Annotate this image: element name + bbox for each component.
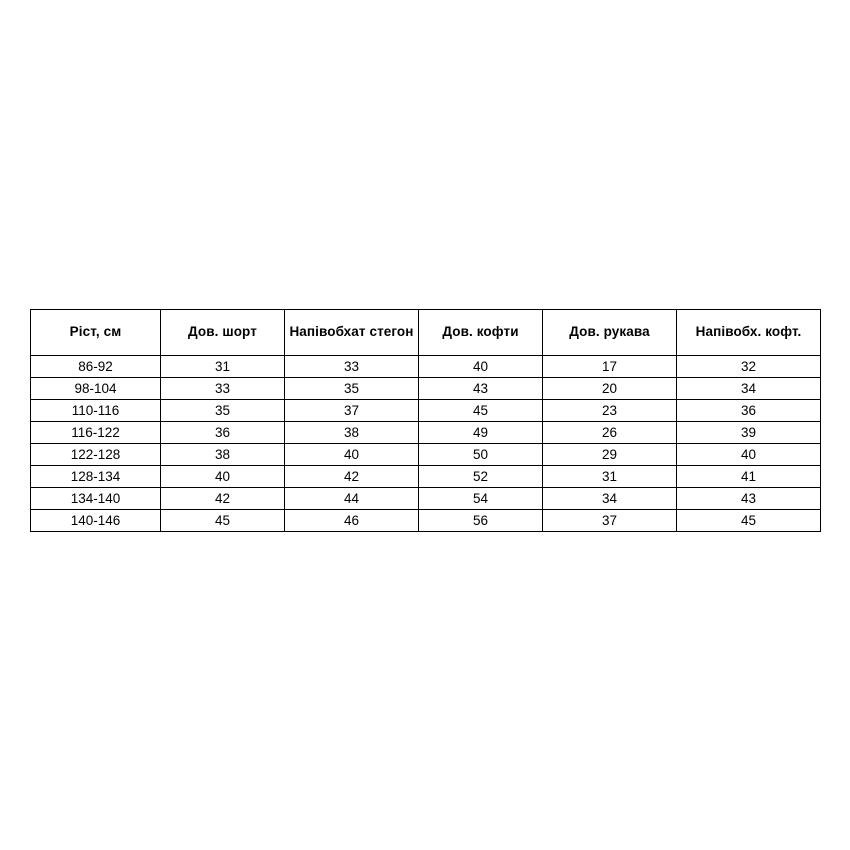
cell-top-half-girth: 41 xyxy=(677,466,821,488)
table-header xyxy=(31,310,821,356)
table-body xyxy=(31,356,821,532)
cell-top-length: 49 xyxy=(419,422,543,444)
cell-hip-half-girth: 46 xyxy=(285,510,419,532)
cell-hip-half-girth: 35 xyxy=(285,378,419,400)
cell-shorts-length: 38 xyxy=(161,444,285,466)
cell-hip-half-girth: 37 xyxy=(285,400,419,422)
cell-hip-half-girth: 44 xyxy=(285,488,419,510)
cell-top-length: 50 xyxy=(419,444,543,466)
cell-sleeve-length: 29 xyxy=(543,444,677,466)
cell-shorts-length: 31 xyxy=(161,356,285,378)
table-row xyxy=(31,510,821,532)
table-row xyxy=(31,488,821,510)
column-header-sleeve-length: Дов. рукава xyxy=(543,310,677,356)
cell-height: 116-122 xyxy=(31,422,161,444)
column-header-top-half-girth: Напівобх. кофт. xyxy=(677,310,821,356)
table-row xyxy=(31,400,821,422)
cell-shorts-length: 45 xyxy=(161,510,285,532)
cell-shorts-length: 42 xyxy=(161,488,285,510)
table-row xyxy=(31,444,821,466)
column-header-height: Ріст, см xyxy=(31,310,161,356)
cell-sleeve-length: 17 xyxy=(543,356,677,378)
cell-top-half-girth: 34 xyxy=(677,378,821,400)
size-chart-container xyxy=(30,309,820,532)
cell-top-half-girth: 32 xyxy=(677,356,821,378)
cell-top-length: 54 xyxy=(419,488,543,510)
cell-height: 98-104 xyxy=(31,378,161,400)
cell-top-half-girth: 36 xyxy=(677,400,821,422)
cell-height: 128-134 xyxy=(31,466,161,488)
cell-sleeve-length: 26 xyxy=(543,422,677,444)
cell-height: 110-116 xyxy=(31,400,161,422)
cell-top-half-girth: 39 xyxy=(677,422,821,444)
cell-top-length: 52 xyxy=(419,466,543,488)
cell-hip-half-girth: 42 xyxy=(285,466,419,488)
cell-height: 134-140 xyxy=(31,488,161,510)
cell-top-half-girth: 43 xyxy=(677,488,821,510)
cell-hip-half-girth: 40 xyxy=(285,444,419,466)
cell-shorts-length: 33 xyxy=(161,378,285,400)
cell-top-half-girth: 40 xyxy=(677,444,821,466)
cell-sleeve-length: 20 xyxy=(543,378,677,400)
cell-shorts-length: 40 xyxy=(161,466,285,488)
cell-height: 122-128 xyxy=(31,444,161,466)
cell-top-length: 45 xyxy=(419,400,543,422)
cell-top-length: 40 xyxy=(419,356,543,378)
cell-top-length: 56 xyxy=(419,510,543,532)
column-header-hip-half-girth: Напівобхат стегон xyxy=(285,310,419,356)
cell-shorts-length: 35 xyxy=(161,400,285,422)
cell-shorts-length: 36 xyxy=(161,422,285,444)
table-row xyxy=(31,422,821,444)
column-header-top-length: Дов. кофти xyxy=(419,310,543,356)
table-row xyxy=(31,356,821,378)
cell-sleeve-length: 23 xyxy=(543,400,677,422)
table-row xyxy=(31,466,821,488)
table-row xyxy=(31,378,821,400)
table-header-row xyxy=(31,310,821,356)
cell-top-length: 43 xyxy=(419,378,543,400)
cell-hip-half-girth: 38 xyxy=(285,422,419,444)
cell-sleeve-length: 37 xyxy=(543,510,677,532)
cell-sleeve-length: 34 xyxy=(543,488,677,510)
cell-hip-half-girth: 33 xyxy=(285,356,419,378)
size-chart-table xyxy=(30,309,821,532)
cell-height: 140-146 xyxy=(31,510,161,532)
cell-top-half-girth: 45 xyxy=(677,510,821,532)
column-header-shorts-length: Дов. шорт xyxy=(161,310,285,356)
cell-height: 86-92 xyxy=(31,356,161,378)
cell-sleeve-length: 31 xyxy=(543,466,677,488)
